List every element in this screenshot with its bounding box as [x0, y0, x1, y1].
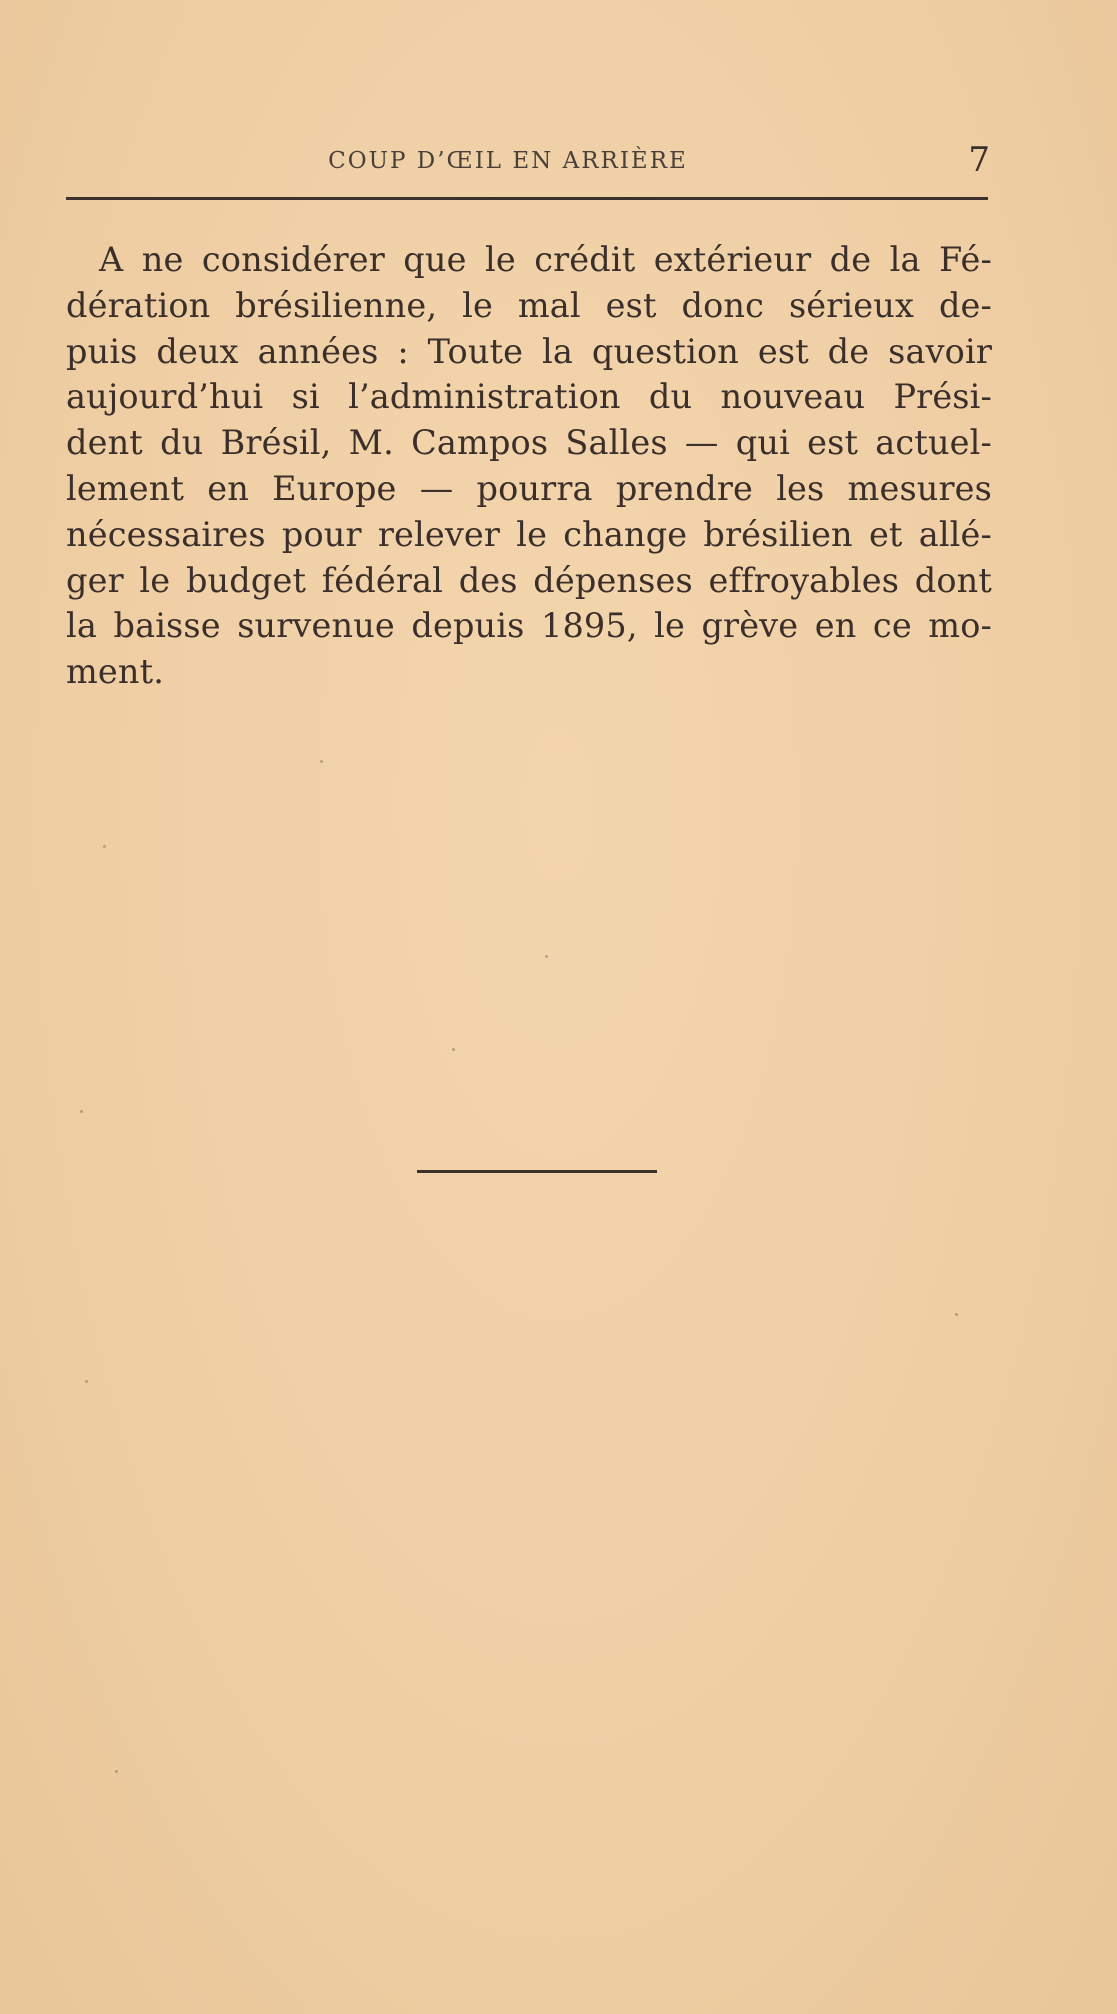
paper-speck — [115, 1770, 118, 1773]
text-line: ment. — [66, 652, 165, 692]
paper-speck — [320, 760, 323, 763]
paper-speck — [955, 1313, 958, 1316]
text-line: dération brésilienne, le mal est donc sérieux de- — [66, 285, 992, 325]
paper-speck — [80, 1110, 83, 1113]
running-head — [66, 140, 990, 180]
text-line: ger le budget fédéral des dépenses effroyables dont — [66, 560, 992, 600]
paper-speck — [545, 955, 548, 958]
paper-speck — [103, 845, 106, 848]
end-rule — [417, 1170, 657, 1173]
text-line: puis deux années : Toute la question est de savoir — [66, 331, 992, 371]
text-line: A ne considérer que le crédit extérieur de la Fé- — [99, 240, 992, 279]
text-line: lement en Europe — pourra prendre les mesures — [66, 468, 992, 508]
paragraph — [66, 237, 992, 695]
text-line: aujourd’hui si l’administration du nouveau Prési- — [66, 377, 992, 417]
page-number: 7 — [968, 140, 990, 180]
text-line: nécessaires pour relever le change brésilien et allé- — [66, 514, 992, 554]
header-rule — [66, 197, 988, 200]
paper-speck — [452, 1048, 455, 1051]
text-line: la baisse survenue depuis 1895, le grève en ce mo- — [66, 606, 992, 646]
running-title: COUP D’ŒIL EN ARRIÈRE — [328, 148, 688, 174]
paper-speck — [85, 1380, 88, 1383]
text-line: dent du Brésil, M. Campos Salles — qui est actuel- — [66, 423, 992, 463]
